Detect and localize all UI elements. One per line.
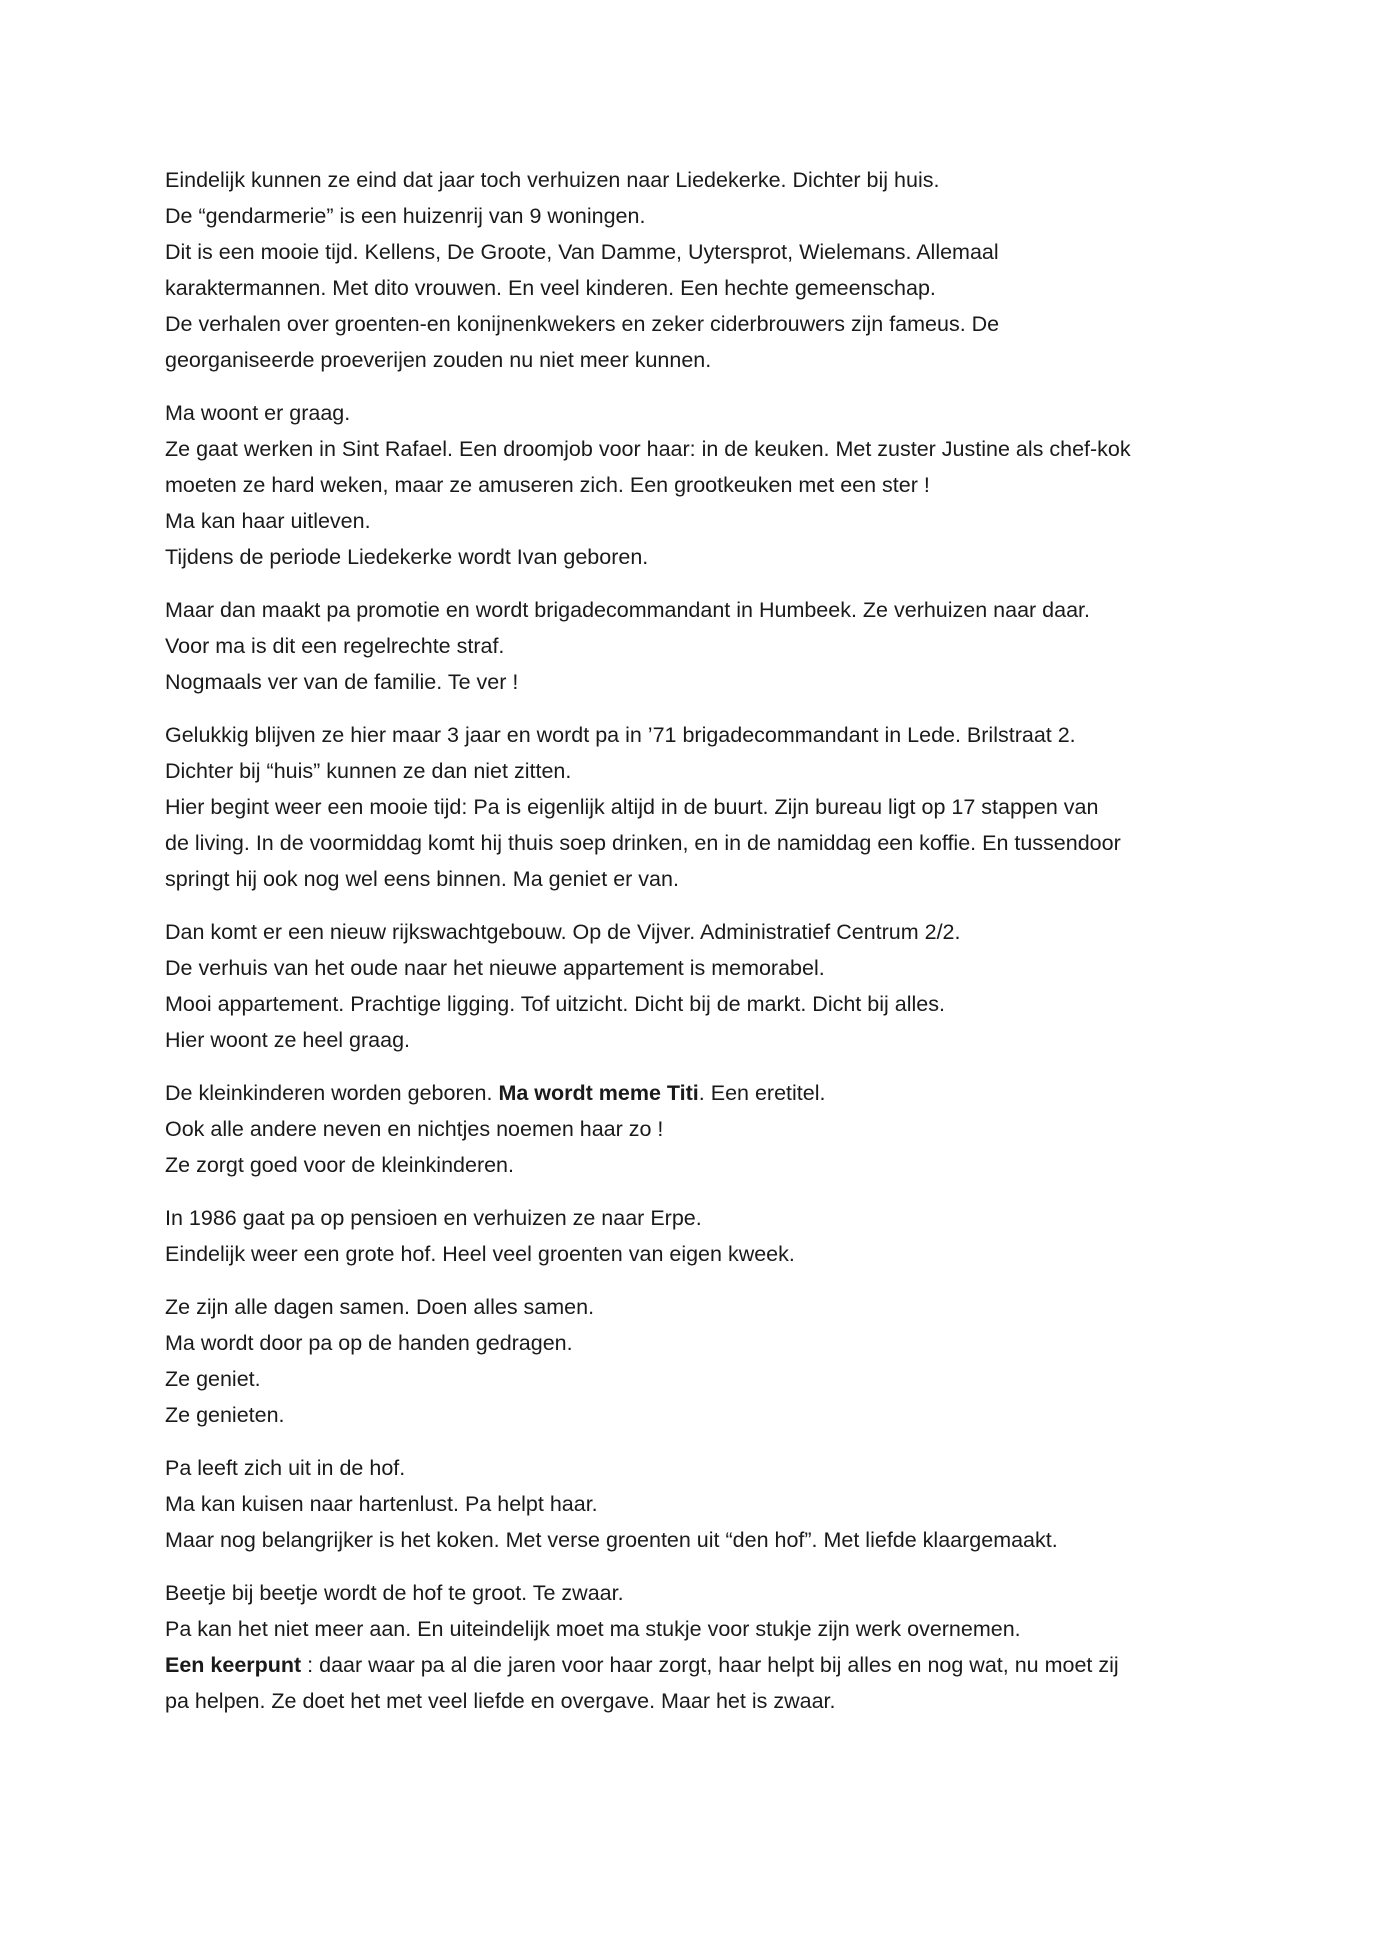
paragraph-samen xyxy=(165,1289,1225,1433)
text-segment: De kleinkinderen worden geboren. xyxy=(165,1081,499,1105)
text-line: karaktermannen. Met dito vrouwen. En veel kinderen. Een hechte gemeenschap. xyxy=(165,276,936,300)
paragraph-keerpunt xyxy=(165,1575,1225,1719)
text-line: georganiseerde proeverijen zouden nu niet meer kunnen. xyxy=(165,348,712,372)
text-line: In 1986 gaat pa op pensioen en verhuizen ze naar Erpe. xyxy=(165,1206,702,1230)
text-line xyxy=(165,1075,1225,1111)
bold-text-meme-titi: Ma wordt meme Titi xyxy=(498,1081,699,1105)
paragraph-lede xyxy=(165,717,1225,897)
text-line: Ze zorgt goed voor de kleinkinderen. xyxy=(165,1153,514,1177)
text-line: Beetje bij beetje wordt de hof te groot. Te zwaar. xyxy=(165,1581,624,1605)
text-line: De verhuis van het oude naar het nieuwe appartement is memorabel. xyxy=(165,956,825,980)
text-line xyxy=(165,1647,1225,1683)
text-segment: : daar waar pa al die jaren voor haar zorgt, haar helpt bij alles en nog wat, nu moet zij xyxy=(301,1653,1119,1677)
text-line: springt hij ook nog wel eens binnen. Ma geniet er van. xyxy=(165,867,679,891)
text-line: Ze geniet. xyxy=(165,1367,261,1391)
text-line: Gelukkig blijven ze hier maar 3 jaar en wordt pa in ’71 brigadecommandant in Lede. Brilstraat 2. xyxy=(165,723,1076,747)
text-line: Pa leeft zich uit in de hof. xyxy=(165,1456,406,1480)
paragraph-erpe xyxy=(165,1200,1225,1272)
text-line: Ze zijn alle dagen samen. Doen alles samen. xyxy=(165,1295,595,1319)
text-line: Ma wordt door pa op de handen gedragen. xyxy=(165,1331,573,1355)
text-line: Ook alle andere neven en nichtjes noemen haar zo ! xyxy=(165,1117,664,1141)
text-line: Ma kan kuisen naar hartenlust. Pa helpt haar. xyxy=(165,1492,598,1516)
text-line: Maar dan maakt pa promotie en wordt brigadecommandant in Humbeek. Ze verhuizen naar daar. xyxy=(165,598,1091,622)
text-line: Eindelijk weer een grote hof. Heel veel groenten van eigen kweek. xyxy=(165,1242,795,1266)
text-line: pa helpen. Ze doet het met veel liefde en overgave. Maar het is zwaar. xyxy=(165,1689,836,1713)
text-line: Hier begint weer een mooie tijd: Pa is eigenlijk altijd in de buurt. Zijn bureau ligt op 17 stappen van xyxy=(165,795,1099,819)
text-line: Nogmaals ver van de familie. Te ver ! xyxy=(165,670,519,694)
paragraph-liedekerke xyxy=(165,162,1225,378)
paragraph-kleinkinderen xyxy=(165,1075,1225,1183)
text-line: Pa kan het niet meer aan. En uiteindelijk moet ma stukje voor stukje zijn werk overnemen. xyxy=(165,1617,1021,1641)
paragraph-hof xyxy=(165,1450,1225,1558)
paragraph-vijver xyxy=(165,914,1225,1058)
text-line: Eindelijk kunnen ze eind dat jaar toch verhuizen naar Liedekerke. Dichter bij huis. xyxy=(165,168,940,192)
text-line: Ma woont er graag. xyxy=(165,401,351,425)
text-segment: . Een eretitel. xyxy=(698,1081,826,1105)
text-line: de living. In de voormiddag komt hij thuis soep drinken, en in de namiddag een koffie. En tussendoor xyxy=(165,831,1121,855)
text-line: Ze genieten. xyxy=(165,1403,285,1427)
text-line: De verhalen over groenten-en konijnenkwekers en zeker ciderbrouwers zijn fameus. De xyxy=(165,312,1000,336)
text-line: Dit is een mooie tijd. Kellens, De Groote, Van Damme, Uytersprot, Wielemans. Allemaal xyxy=(165,240,999,264)
text-line: Ze gaat werken in Sint Rafael. Een droomjob voor haar: in de keuken. Met zuster Justine als chef-kok xyxy=(165,437,1131,461)
text-line: Mooi appartement. Prachtige ligging. Tof uitzicht. Dicht bij de markt. Dicht bij alles. xyxy=(165,992,945,1016)
text-line: moeten ze hard weken, maar ze amuseren zich. Een grootkeuken met een ster ! xyxy=(165,473,930,497)
paragraph-sint-rafael xyxy=(165,395,1225,575)
text-line: Voor ma is dit een regelrechte straf. xyxy=(165,634,505,658)
text-line: Hier woont ze heel graag. xyxy=(165,1028,411,1052)
text-line: Dan komt er een nieuw rijkswachtgebouw. Op de Vijver. Administratief Centrum 2/2. xyxy=(165,920,961,944)
text-line: De “gendarmerie” is een huizenrij van 9 woningen. xyxy=(165,204,646,228)
bold-text-keerpunt: Een keerpunt xyxy=(165,1653,302,1677)
text-line: Dichter bij “huis” kunnen ze dan niet zitten. xyxy=(165,759,572,783)
paragraph-humbeek xyxy=(165,592,1225,700)
text-line: Tijdens de periode Liedekerke wordt Ivan geboren. xyxy=(165,545,649,569)
document-page xyxy=(165,162,1225,1736)
text-line: Maar nog belangrijker is het koken. Met verse groenten uit “den hof”. Met liefde klaargemaakt. xyxy=(165,1528,1058,1552)
text-line: Ma kan haar uitleven. xyxy=(165,509,371,533)
